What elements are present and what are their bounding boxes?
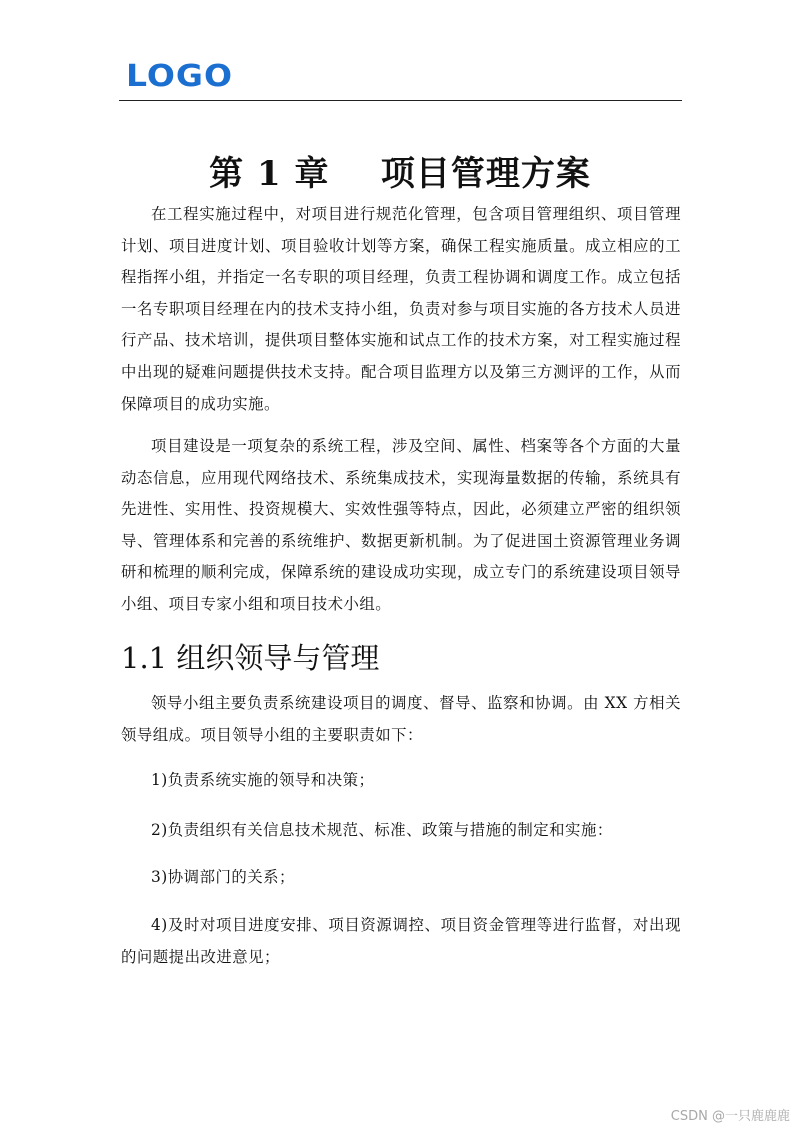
list-item-2: 2)负责组织有关信息技术规范、标准、政策与措施的制定和实施： [151, 821, 613, 839]
list-item-3: 3)协调部门的关系； [151, 868, 295, 886]
watermark: CSDN @一只鹿鹿鹿 [670, 1109, 790, 1124]
section-title: 1.1 组织领导与管理 [121, 641, 380, 675]
paragraph-2: 项目建设是一项复杂的系统工程，涉及空间、属性、档案等各个方面的大量动态信息，应用现代网络技术、系统集成技术，实现海量数据的传输，系统具有先进性、实用性、投资规模大、实效性强等特点，因此，必须建立严密的组织领导、管理体系和完善的系统维护、数据更新机制。为了促进国土资源管理业务调研和梳理的顺利完成，保障系统的建设成功实现，成立专门的系统建设项目领导小组、项目专家小组和项目技术小组。 [121, 437, 681, 613]
logo: LOGO [126, 57, 234, 94]
header-divider [119, 100, 682, 101]
list-item-4: 4)及时对项目进度安排、项目资源调控、项目资金管理等进行监督，对出现的问题提出改进意见； [121, 916, 681, 966]
list-item-1: 1)负责系统实施的领导和决策； [151, 771, 375, 789]
section-intro: 领导小组主要负责系统建设项目的调度、督导、监察和协调。由 XX 方相关领导组成。项目领导小组的主要职责如下： [121, 694, 681, 744]
chapter-title: 第 1 章 项目管理方案 [209, 153, 591, 194]
paragraph-1: 在工程实施过程中，对项目进行规范化管理，包含项目管理组织、项目管理计划、项目进度计划、项目验收计划等方案，确保工程实施质量。成立相应的工程指挥小组，并指定一名专职的项目经理，负责工程协调和调度工作。成立包括一名专职项目经理在内的技术支持小组，负责对参与项目实施的各方技术人员进行产品、技术培训，提供项目整体实施和试点工作的技术方案，对工程实施过程中出现的疑难问题提供技术支持。配合项目监理方以及第三方测评的工作，从而保障项目的成功实施。 [121, 205, 681, 413]
